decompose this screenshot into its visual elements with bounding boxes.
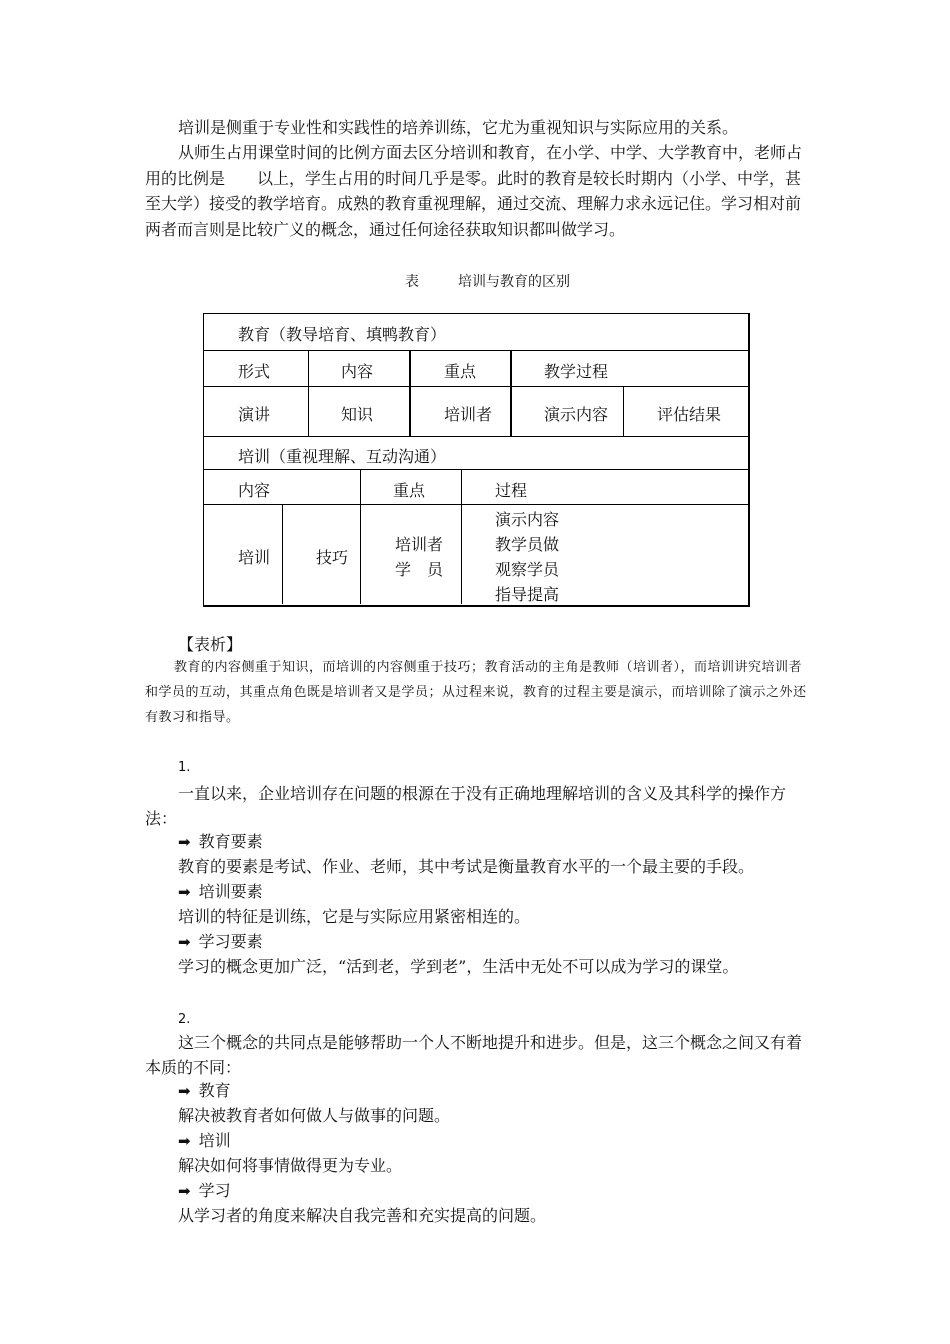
train-cell-focus-1: 培训者 [395, 535, 444, 554]
section-1-item-3-title-row [178, 929, 263, 955]
train-process-4: 指导提高 [495, 585, 560, 604]
analysis-text: 教育的内容侧重于知识，而培训的内容侧重于技巧；教育活动的主角是教师（培训者），而培训讲究培训者和学员的互动，其重点角色既是培训者又是学员；从过程来说，教育的过程主要是演示，而培训除了演示之外还有教习和指导。 [145, 660, 807, 725]
section-1-item-1-title-row [178, 829, 263, 855]
arrow-right-icon: ➡ [178, 1132, 191, 1150]
arrow-right-icon: ➡ [178, 833, 191, 851]
section-1-item-2-title-row [178, 879, 263, 905]
arrow-right-icon: ➡ [178, 933, 191, 951]
section-2-item-1-title-row [178, 1078, 231, 1104]
edu-cell-focus: 培训者 [444, 405, 493, 424]
section-2-item-2-title: 培训 [198, 1131, 231, 1150]
edu-cell-content: 知识 [341, 405, 374, 424]
caption-label: 表 [405, 274, 419, 290]
intro-paragraph-1: 培训是侧重于专业性和实践性的培养训练，它尤为重视知识与实际应用的关系。 [178, 118, 739, 137]
train-header: 培训（重视理解、互动沟通） [238, 447, 447, 466]
section-2-item-3-title: 学习 [198, 1181, 231, 1200]
edu-col-content: 内容 [341, 362, 374, 381]
train-cell-form: 培训 [238, 548, 271, 567]
edu-header: 教育（教导培育、填鸭教育） [238, 325, 447, 344]
train-cell-focus-2: 学 员 [395, 560, 444, 579]
section-1-item-1-title: 教育要素 [198, 832, 263, 851]
section-1-item-3-title: 学习要素 [198, 932, 263, 951]
analysis-title: 【表析】 [178, 635, 243, 654]
train-col-focus: 重点 [393, 481, 426, 500]
section-1-item-3-text: 学习的概念更加广泛，“活到老，学到老”，生活中无处不可以成为学习的课堂。 [178, 957, 739, 976]
arrow-right-icon: ➡ [178, 1182, 191, 1200]
train-process-1: 演示内容 [495, 510, 560, 529]
train-cell-content: 技巧 [316, 548, 349, 567]
section-2-item-1-text: 解决被教育者如何做人与做事的问题。 [178, 1106, 451, 1125]
section-2-item-1-title: 教育 [198, 1081, 231, 1100]
train-col-process: 过程 [495, 481, 528, 500]
edu-cell-form: 演讲 [238, 405, 271, 424]
section-2-item-3-text: 从学习者的角度来解决自我完善和充实提高的问题。 [178, 1206, 547, 1225]
train-process-3: 观察学员 [495, 560, 560, 579]
caption-title: 培训与教育的区别 [458, 274, 570, 290]
section-1-heading: 1. [178, 760, 191, 775]
section-1-intro: 一直以来，企业培训存在问题的根源在于没有正确地理解培训的含义及其科学的操作方法： [145, 784, 787, 828]
intro-paragraph-2: 从师生占用课堂时间的比例方面去区分培训和教育，在小学、中学、大学教育中，老师占用的比例是 以上，学生占用的时间几乎是零。此时的教育是较长时期内（小学、中学，甚至大学）接受的教学培育。成熟的教育重视理解，通过交流、理解力求永远记住。学习相对前两者而言则是比较广义的概念，通过任何途径获取知识都叫做学习。 [145, 143, 803, 239]
arrow-right-icon: ➡ [178, 883, 191, 901]
edu-col-process: 教学过程 [544, 362, 609, 381]
section-1-item-2-title: 培训要素 [198, 882, 263, 901]
section-2-item-2-text: 解决如何将事情做得更为专业。 [178, 1156, 403, 1175]
train-col-content: 内容 [238, 481, 271, 500]
edu-col-form: 形式 [238, 362, 271, 381]
edu-col-focus: 重点 [444, 362, 477, 381]
edu-cell-process-1: 演示内容 [544, 405, 609, 424]
section-2-heading: 2. [178, 1012, 191, 1027]
section-2-item-3-title-row [178, 1178, 231, 1204]
arrow-right-icon: ➡ [178, 1082, 191, 1100]
edu-cell-process-2: 评估结果 [657, 405, 722, 424]
train-process-2: 教学员做 [495, 535, 560, 554]
section-1-item-1-text: 教育的要素是考试、作业、老师，其中考试是衡量教育水平的一个最主要的手段。 [178, 857, 755, 876]
section-2-intro: 这三个概念的共同点是能够帮助一个人不断地提升和进步。但是，这三个概念之间又有着本质的不同： [145, 1033, 803, 1077]
section-1-item-2-text: 培训的特征是训练，它是与实际应用紧密相连的。 [178, 907, 531, 926]
section-2-item-2-title-row [178, 1128, 231, 1154]
